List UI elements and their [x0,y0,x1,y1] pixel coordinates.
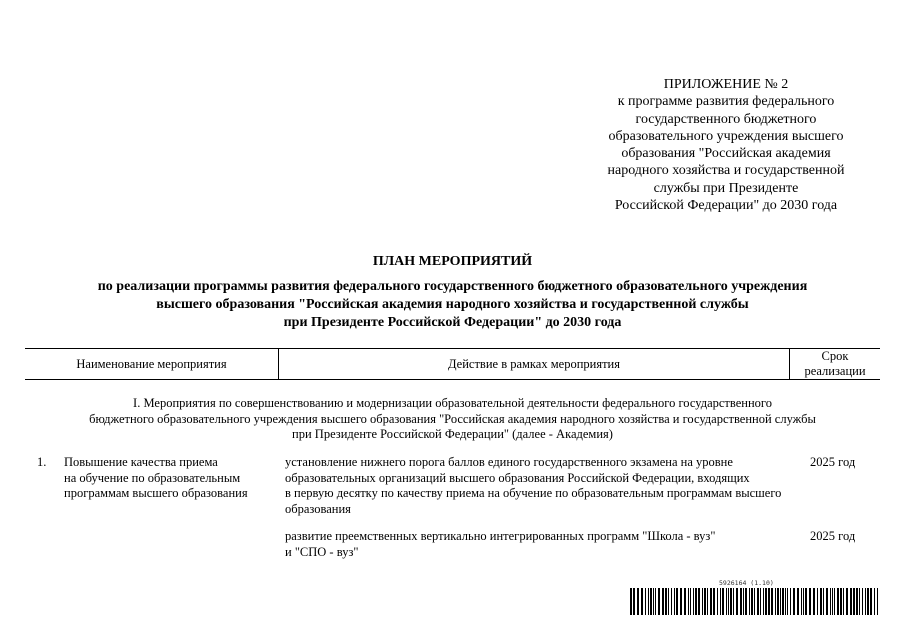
header-name: Наименование мероприятия [76,357,227,371]
barcode-bar [720,588,721,615]
table-header-bottom-rule [25,379,880,380]
barcode-bar [877,588,878,615]
barcode-bar [728,588,729,615]
row-name [64,455,248,502]
barcode-bar [645,588,646,615]
row-name-line: на обучение по образовательным [64,470,241,485]
barcode-bar [817,588,818,615]
barcode-bar [853,588,855,615]
row-name-line: программам высшего образования [64,486,248,500]
row-name-line: Повышение качества приема [64,455,218,469]
row-action [285,455,781,517]
barcode-bar [823,588,824,615]
barcode-bar [813,588,815,615]
barcode-bar [793,588,795,615]
barcode-bar [702,588,703,615]
appendix-line: образовательного учреждения высшего [608,128,844,144]
barcode-bar [754,588,755,615]
row-action [285,529,715,560]
section-heading-line: бюджетного образовательного учреждения высшего образования "Российская академия народного хозяйства и государственной службы [89,411,816,426]
barcode-bar [865,588,866,615]
barcode-bar [730,588,732,615]
barcode-bar [757,588,759,615]
barcode-bar [707,588,708,615]
barcode-bar [704,588,706,615]
header-term [790,349,880,379]
barcode-bar [840,588,842,615]
appendix-line: службы при Президенте [653,180,799,196]
barcode-bar [809,588,811,615]
barcode-bar [780,588,781,615]
row-action-line: в первую десятку по качеству приема на обучение по образовательным программам высшего [285,486,782,500]
barcode-bar [650,588,652,615]
barcode-bar [870,588,872,615]
barcode-bar [803,588,804,615]
section-heading-line: I. Мероприятия по совершенствованию и модернизации образовательной деятельности федерального государственного [133,396,772,410]
plan-title: ПЛАН МЕРОПРИЯТИЙ [372,254,533,269]
header-term-line: реализации [804,364,866,378]
barcode-bar [765,588,767,615]
barcode-bar [630,588,632,615]
barcode-bar [713,588,715,615]
barcode-bar [698,588,700,615]
barcode-bar [641,588,643,615]
barcode-bar [867,588,869,615]
barcode-bar [736,588,738,615]
row-action-line: установление нижнего порога баллов единого государственного экзамена на уровне [285,455,733,469]
barcode-bar [768,588,770,615]
row-term: 2025 год [810,455,856,469]
row-term: 2025 год [810,529,856,543]
barcode-bar [743,588,744,615]
barcode-bar [749,588,750,615]
barcode-bar [834,588,835,615]
appendix-line: образования "Российская академия [621,146,831,162]
barcode-bar [856,588,858,615]
header-action: Действие в рамках мероприятия [448,357,620,371]
barcode-bar [665,588,667,615]
barcode-bar [693,588,694,615]
barcode-bar [830,588,831,615]
barcode-bar [671,588,672,615]
barcode-bar [745,588,747,615]
barcode-bar [820,588,822,615]
barcode-bar [717,588,718,615]
barcode-image [630,588,880,615]
appendix-block [588,76,864,214]
barcode-bar [782,588,784,615]
barcode-bar [832,588,833,615]
barcode-bar [850,588,852,615]
barcode-bar [648,588,649,615]
barcode-bar [658,588,660,615]
barcode-bar [674,588,675,615]
barcode-bar [775,588,776,615]
plan-subtitle-line: при Президенте Российской Федерации" до 2030 года [283,315,622,330]
row-action-line: образования [285,501,351,516]
barcode-bar [668,588,669,615]
barcode-bar [633,588,635,615]
barcode-bar [797,588,799,615]
row-action-line: и "СПО - вуз" [285,544,359,559]
barcode-bar [787,588,788,615]
barcode-bar [771,588,773,615]
barcode-bar [688,588,689,615]
appendix-line: к программе развития федерального [617,94,835,110]
barcode-bar [662,588,664,615]
barcode-caption: 5926164 (1.10) [719,579,774,587]
barcode-bar [837,588,839,615]
barcode-bar [676,588,678,615]
appendix-title: ПРИЛОЖЕНИЕ № 2 [663,77,789,92]
plan-subtitle [30,278,875,332]
appendix-line: народного хозяйства и государственной [607,163,845,179]
table-top-rule [25,348,880,349]
barcode-bar [862,588,863,615]
barcode-bar [655,588,656,615]
barcode-bar [680,588,682,615]
barcode-bar [785,588,786,615]
barcode-bar [826,588,828,615]
plan-subtitle-line: высшего образования "Российская академия народного хозяйства и государственной службы [156,297,749,312]
row-action-line: образовательных организаций высшего образования Российской Федерации, входящих [285,470,750,485]
barcode-bar [801,588,802,615]
barcode-bar [874,588,875,615]
barcode-bar [740,588,742,615]
barcode-bar [760,588,761,615]
appendix-line: Российской Федерации" до 2030 года [614,198,838,214]
barcode-bar [843,588,844,615]
barcode-bar [722,588,724,615]
barcode-bar [684,588,686,615]
barcode-bar [726,588,727,615]
barcode-bar [710,588,712,615]
section-heading [60,396,845,443]
barcode-bar [859,588,860,615]
barcode-bar [763,588,764,615]
section-heading-line: при Президенте Российской Федерации" (далее - Академия) [292,427,613,441]
barcode-bar [653,588,654,615]
appendix-line: государственного бюджетного [635,111,817,127]
barcode-bar [777,588,779,615]
barcode-bar [751,588,753,615]
barcode-bar [690,588,691,615]
plan-subtitle-line: по реализации программы развития федерального государственного бюджетного образовательного учреждения [97,279,808,294]
barcode-bar [805,588,807,615]
barcode-bar [846,588,848,615]
barcode-bar [790,588,791,615]
header-term-line: Срок [821,349,849,363]
barcode-bar [695,588,697,615]
barcode-bar [637,588,639,615]
row-action-line: развитие преемственных вертикально интегрированных программ "Школа - вуз" [285,529,716,543]
barcode-bar [733,588,734,615]
row-number: 1. [37,455,47,469]
